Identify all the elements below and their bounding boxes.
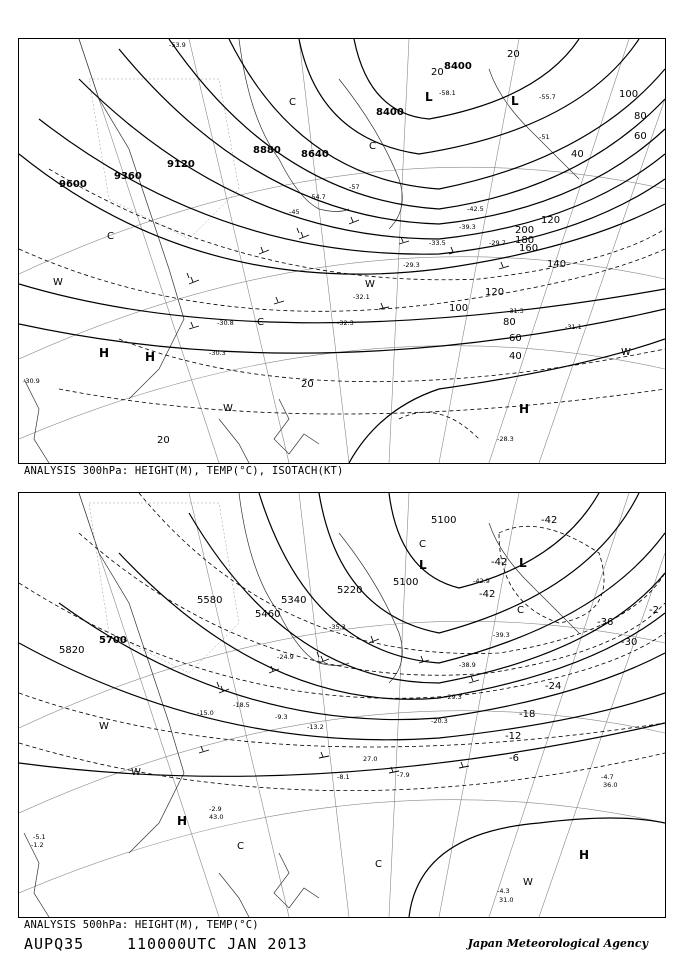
station-value: -51 — [539, 133, 550, 141]
station-value: 36.0 — [603, 781, 618, 789]
cold-center: C — [107, 231, 114, 242]
map-500hpa-canvas — [19, 493, 665, 917]
station-value: -32.1 — [353, 293, 370, 301]
station-value: -35.3 — [329, 623, 346, 631]
height-label: 8400 — [376, 107, 404, 118]
station-value: -45 — [289, 208, 300, 216]
height-label: 8880 — [253, 145, 281, 156]
isotach-label: 120 — [541, 215, 561, 226]
isotach-label: 60 — [634, 131, 647, 142]
height-label: 5700 — [99, 635, 127, 646]
analysis-time: 110000UTC JAN 2013 — [127, 935, 308, 953]
station-value: -30.3 — [209, 349, 226, 357]
isotherm-label: -24 — [545, 681, 562, 692]
plateau-mask — [89, 503, 239, 673]
height-label: 8400 — [444, 61, 472, 72]
station-value: -42.9 — [473, 577, 490, 585]
isotach-label: 20 — [507, 49, 520, 60]
cold-center: C — [257, 317, 264, 328]
cold-center: C — [289, 97, 296, 108]
station-value: -5.1 — [33, 833, 46, 841]
cold-center: C — [237, 841, 244, 852]
isotach-label: 20 — [301, 379, 314, 390]
station-value: -29.3 — [403, 261, 420, 269]
station-value: -20.3 — [431, 717, 448, 725]
station-value: -55.7 — [539, 93, 556, 101]
coastline — [24, 39, 579, 463]
station-value: -33.5 — [429, 239, 446, 247]
station-value: -53.9 — [169, 41, 186, 49]
map-300hpa — [18, 38, 666, 464]
cold-center: C — [517, 605, 524, 616]
isotherm-label: -42 — [479, 589, 496, 600]
isotherm-labels — [479, 515, 659, 764]
map-300hpa-canvas — [19, 39, 665, 463]
agency-name: Japan Meteorological Agency — [467, 937, 648, 950]
height-label: 8640 — [301, 149, 329, 160]
station-value: -1.2 — [31, 841, 44, 849]
station-value: -42.5 — [467, 205, 484, 213]
warm-center: W — [621, 347, 631, 358]
map-500hpa — [18, 492, 666, 918]
graticule — [19, 39, 665, 463]
station-value: -4.7 — [601, 773, 614, 781]
height-label: 9120 — [167, 159, 195, 170]
isotach-label: 160 — [519, 243, 539, 254]
high-center: H — [99, 346, 110, 360]
height-labels — [59, 61, 472, 190]
station-value: -29.7 — [489, 239, 506, 247]
isotach-label: 60 — [509, 333, 522, 344]
station-value: -30.9 — [23, 377, 40, 385]
cold-center: C — [369, 141, 376, 152]
isotherm-label: -42 — [541, 515, 558, 526]
station-value: -8.1 — [337, 773, 350, 781]
station-value: -57 — [349, 183, 360, 191]
height-label: 5580 — [197, 595, 223, 606]
station-value: 27.0 — [363, 755, 378, 763]
isotherm-label: -12 — [505, 731, 522, 742]
isotach-label: 80 — [503, 317, 516, 328]
station-value: -32.3 — [337, 319, 354, 327]
isotach-label: 100 — [619, 89, 639, 100]
isotach-label: 20 — [431, 67, 444, 78]
station-value: -31.3 — [507, 307, 524, 315]
low-center: L — [425, 90, 433, 104]
isotach-label: 40 — [509, 351, 522, 362]
isotach-label: 20 — [157, 435, 170, 446]
isotach-label: 100 — [449, 303, 469, 314]
station-value: -54.7 — [309, 193, 326, 201]
station-value: -30.8 — [217, 319, 234, 327]
cold-center: C — [375, 859, 382, 870]
isotach-label: 40 — [571, 149, 584, 160]
warm-center: W — [99, 721, 109, 732]
high-center: H — [145, 350, 156, 364]
caption-500hpa: ANALYSIS 500hPa: HEIGHT(M), TEMP(°C) — [24, 919, 259, 931]
isotach-label: 200 — [515, 225, 535, 236]
low-center: L — [511, 94, 519, 108]
height-label: 5340 — [281, 595, 307, 606]
isotach-label: 180 — [515, 235, 535, 246]
isotherm-label: -6 — [509, 753, 519, 764]
isotherm-label: -36 — [597, 617, 614, 628]
high-center: H — [519, 402, 530, 416]
station-value: -18.5 — [233, 701, 250, 709]
station-value: -31.1 — [565, 323, 582, 331]
height-label: 5820 — [59, 645, 85, 656]
high-center: H — [579, 848, 590, 862]
caption-300hpa: ANALYSIS 300hPa: HEIGHT(M), TEMP(°C), ISOTACH(KT) — [24, 465, 344, 477]
station-value: 31.0 — [499, 896, 514, 904]
warm-center: W — [523, 877, 533, 888]
cold-center: C — [419, 539, 426, 550]
high-center: H — [177, 814, 188, 828]
station-value: -28.3 — [497, 435, 514, 443]
isotherm-label: -42 — [491, 557, 508, 568]
station-value: -13.2 — [307, 723, 324, 731]
isotherm-label: -2 — [649, 605, 659, 616]
warm-center: W — [53, 277, 63, 288]
height-label: 5100 — [393, 577, 419, 588]
height-contours — [19, 39, 665, 463]
height-contours — [19, 493, 665, 917]
station-value: -39.3 — [459, 223, 476, 231]
warm-center: W — [365, 279, 375, 290]
height-label: 5460 — [255, 609, 281, 620]
height-label: 5220 — [337, 585, 363, 596]
station-value: -24.9 — [277, 653, 294, 661]
station-value: -2.9 — [209, 805, 222, 813]
height-label: 9360 — [114, 171, 142, 182]
station-value: -29.3 — [445, 693, 462, 701]
isotach-label: 120 — [485, 287, 505, 298]
station-value: -58.1 — [439, 89, 456, 97]
height-label: 9600 — [59, 179, 87, 190]
isotach-label: 80 — [634, 111, 647, 122]
height-label: 5100 — [431, 515, 457, 526]
warm-center: W — [223, 403, 233, 414]
graticule — [19, 493, 665, 917]
station-value: -39.3 — [493, 631, 510, 639]
station-value: 43.0 — [209, 813, 224, 821]
low-center: L — [519, 556, 527, 570]
station-values — [31, 577, 617, 904]
low-center: L — [419, 558, 427, 572]
station-value: -4.3 — [497, 887, 510, 895]
isotherm-label: -30 — [621, 637, 638, 648]
warm-center: W — [131, 767, 141, 778]
station-value: -7.9 — [397, 771, 410, 779]
station-value: -9.3 — [275, 713, 288, 721]
chart-id: AUPQ35 — [24, 935, 85, 953]
station-value: -38.9 — [459, 661, 476, 669]
isotach-label: 140 — [547, 259, 567, 270]
station-value: -15.0 — [197, 709, 214, 717]
isotherm-label: -18 — [519, 709, 536, 720]
